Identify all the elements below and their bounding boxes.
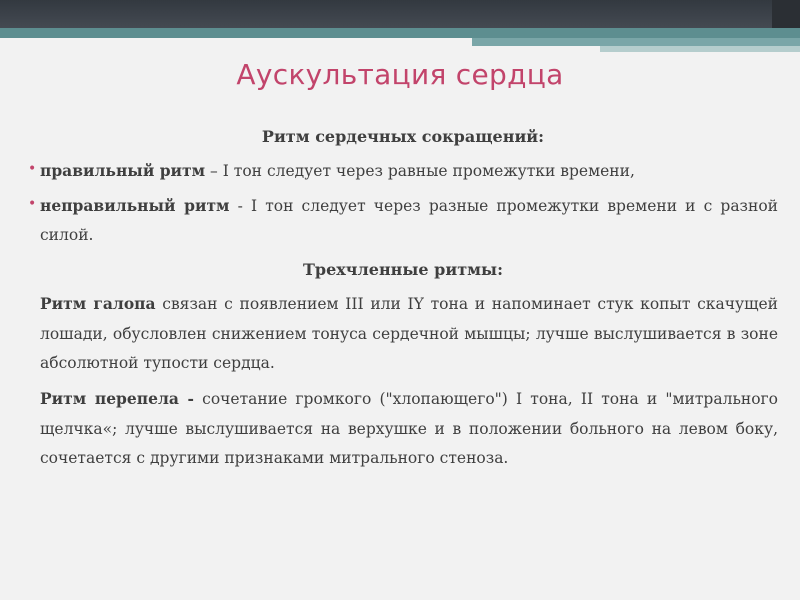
triple-rhythm-heading: Трехчленные ритмы: (302, 259, 503, 279)
bullet-dot-icon: • (28, 195, 37, 212)
quail-rhythm-paragraph (28, 384, 778, 473)
quail-rhythm-term: Ритм перепела - (40, 389, 194, 409)
slide-content (28, 122, 778, 480)
gallop-rhythm-paragraph (28, 289, 778, 378)
top-decor-corner (772, 0, 800, 28)
gallop-rhythm-term: Ритм галопа (40, 294, 156, 314)
irregular-rhythm-term: неправильный ритм (40, 195, 230, 215)
bullet-dot-icon: • (28, 161, 37, 178)
gallop-rhythm-text: связан с появлением III или IY тона и напоминает стук копыт скачущей лошади, обусловлен снижением тонуса сердечной мышцы; лучше выслушивается в зоне абсолютной тупости сердца. (40, 295, 778, 372)
quail-rhythm-text: сочетание громкого ("хлопающего") I тона, II тона и "митрального щелчка«; лучше выслушивается на верхушке и в положении больного на левом боку, сочетается с другими признаками митрального стеноза. (40, 390, 779, 468)
teal-accent-stripe (0, 28, 800, 38)
rhythm-heading: Ритм сердечных сокращений: (261, 127, 545, 146)
regular-rhythm-text: – I тон следует через равные промежутки времени, (205, 162, 635, 181)
light-accent-stripe (600, 46, 800, 52)
bullet-irregular-rhythm (28, 191, 778, 251)
top-decor-bar (0, 0, 800, 28)
teal-accent-stripe-right (472, 38, 800, 46)
bullet-regular-rhythm (28, 156, 778, 186)
irregular-rhythm-text: - I тон следует через разные промежутки времени и с разной силой. (40, 196, 779, 245)
regular-rhythm-term: правильный ритм (40, 161, 206, 181)
slide-title: Аускультация сердца (236, 58, 564, 91)
